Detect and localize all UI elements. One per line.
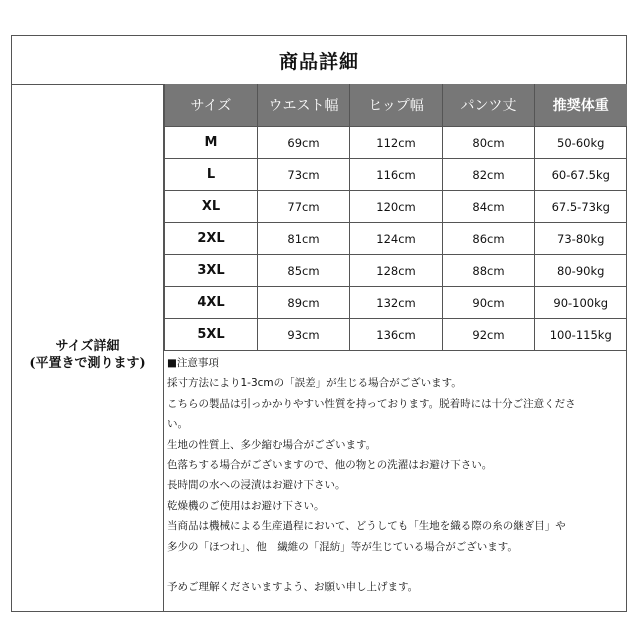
hip-cell: 112cm <box>350 127 443 159</box>
size-cell: L <box>165 159 258 191</box>
note-line: こちらの製品は引っかかりやすい性質を持っております。脱着時には十分ご注意くださ <box>167 397 576 410</box>
note-line: 色落ちする場合がございますので、他の物との洗濯はお避け下さい。 <box>167 459 493 472</box>
weight-cell: 60-67.5kg <box>535 159 627 191</box>
weight-cell: 67.5-73kg <box>535 191 627 223</box>
hip-cell: 132cm <box>350 287 443 319</box>
page-title: 商品詳細 <box>12 36 626 85</box>
note-line: 長時間の水への浸漬はお避け下さい。 <box>167 479 346 492</box>
header-length: パンツ丈 <box>443 84 535 127</box>
weight-cell: 50-60kg <box>535 127 627 159</box>
size-table-header <box>165 84 627 127</box>
hip-cell: 136cm <box>350 319 443 351</box>
weight-cell: 90-100kg <box>535 287 627 319</box>
note-line: 当商品は機械による生産過程において、どうしても「生地を織る際の糸の継ぎ目」や <box>167 520 566 533</box>
product-detail-frame <box>11 35 627 612</box>
waist-cell: 89cm <box>258 287 350 319</box>
weight-cell: 100-115kg <box>535 319 627 351</box>
size-cell: 3XL <box>165 255 258 287</box>
header-hip: ヒップ幅 <box>350 84 443 127</box>
waist-cell: 73cm <box>258 159 350 191</box>
waist-cell: 81cm <box>258 223 350 255</box>
note-line: 乾燥機のご使用はお避け下さい。 <box>167 499 325 512</box>
length-cell: 88cm <box>443 255 535 287</box>
length-cell: 92cm <box>443 319 535 351</box>
waist-cell: 69cm <box>258 127 350 159</box>
size-cell: 5XL <box>165 319 258 351</box>
hip-cell: 120cm <box>350 191 443 223</box>
size-cell: 4XL <box>165 287 258 319</box>
note-line: 予めご理解くださいますよう、お願い申し上げます。 <box>167 581 419 594</box>
header-weight: 推奨体重 <box>535 84 627 127</box>
note-line: 多少の「ほつれ」、他 繊維の「混紡」等が生じている場合がございます。 <box>167 540 518 553</box>
note-line: い。 <box>167 418 188 431</box>
note-line: 生地の性質上、多少縮む場合がございます。 <box>167 438 377 451</box>
hip-cell: 124cm <box>350 223 443 255</box>
header-size: サイズ <box>165 84 258 127</box>
table-row <box>165 223 627 255</box>
waist-cell: 77cm <box>258 191 350 223</box>
weight-cell: 73-80kg <box>535 223 627 255</box>
notes-section <box>164 348 626 611</box>
size-detail-label-line2: (平置きで測ります) <box>29 355 146 371</box>
length-cell: 90cm <box>443 287 535 319</box>
table-row <box>165 319 627 351</box>
notes-heading: ■注意事項 <box>167 357 219 369</box>
length-cell: 86cm <box>443 223 535 255</box>
waist-cell: 85cm <box>258 255 350 287</box>
table-row <box>165 255 627 287</box>
size-detail-label <box>12 84 164 611</box>
note-line <box>167 557 626 577</box>
size-cell: 2XL <box>165 223 258 255</box>
table-row <box>165 287 627 319</box>
size-cell: XL <box>165 191 258 223</box>
length-cell: 80cm <box>443 127 535 159</box>
header-waist: ウエスト幅 <box>258 84 350 127</box>
table-row <box>165 191 627 223</box>
size-detail-label-line1: サイズ詳細 <box>55 338 120 354</box>
weight-cell: 80-90kg <box>535 255 627 287</box>
table-row <box>165 159 627 191</box>
length-cell: 84cm <box>443 191 535 223</box>
size-cell: M <box>165 127 258 159</box>
table-row <box>165 127 627 159</box>
length-cell: 82cm <box>443 159 535 191</box>
note-line: 採寸方法により1-3cmの「誤差」が生じる場合がございます。 <box>167 377 462 390</box>
hip-cell: 128cm <box>350 255 443 287</box>
waist-cell: 93cm <box>258 319 350 351</box>
hip-cell: 116cm <box>350 159 443 191</box>
size-table <box>164 84 627 351</box>
